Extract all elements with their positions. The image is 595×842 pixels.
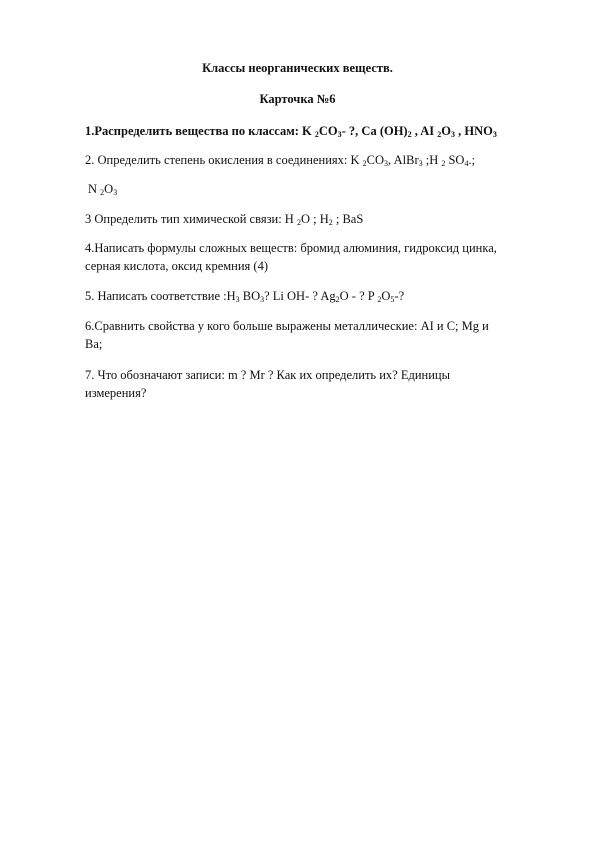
question-4-line-2: серная кислота, оксид кремния (4)	[85, 259, 269, 273]
page-title: Классы неорганических веществ.	[202, 61, 393, 75]
question-4-line-1: 4.Написать формулы сложных веществ: бромид алюминия, гидроксид цинка,	[85, 241, 497, 255]
question-7-line-2: измерения?	[85, 386, 147, 400]
card-number: Карточка №6	[259, 92, 336, 106]
question-5: 5. Написать соответствие $:H_3$ $BO_3$? Li OH- ? $Ag_2O$ - ? P $_2O_5-$?	[85, 289, 405, 304]
question-3: 3 Определить тип химической связи: H $_2$O ; $H_2$ ; BaS	[85, 212, 364, 227]
question-6-line-1: 6.Сравнить свойства у кого больше выражены металлические: AI и C; Mg и	[85, 319, 489, 333]
question-7-line-1: 7. Что обозначают записи: m ? Mr ? Как их определить их? Единицы	[85, 368, 451, 382]
question-1: 1.Распределить вещества по классам: K $_2CO_3-$ ?, Ca $(OH)_2$ , AI $_2O_3$ , $HNO_3$	[85, 124, 497, 139]
question-2-continuation: N $_2O_3$	[88, 182, 118, 197]
question-2: 2. Определить степень окисления в соединениях: K $_2CO_3$, AlBr$_3$ ;H $_2$ $SO_4$.;	[85, 153, 476, 168]
question-6-line-2: Ba;	[85, 337, 103, 351]
